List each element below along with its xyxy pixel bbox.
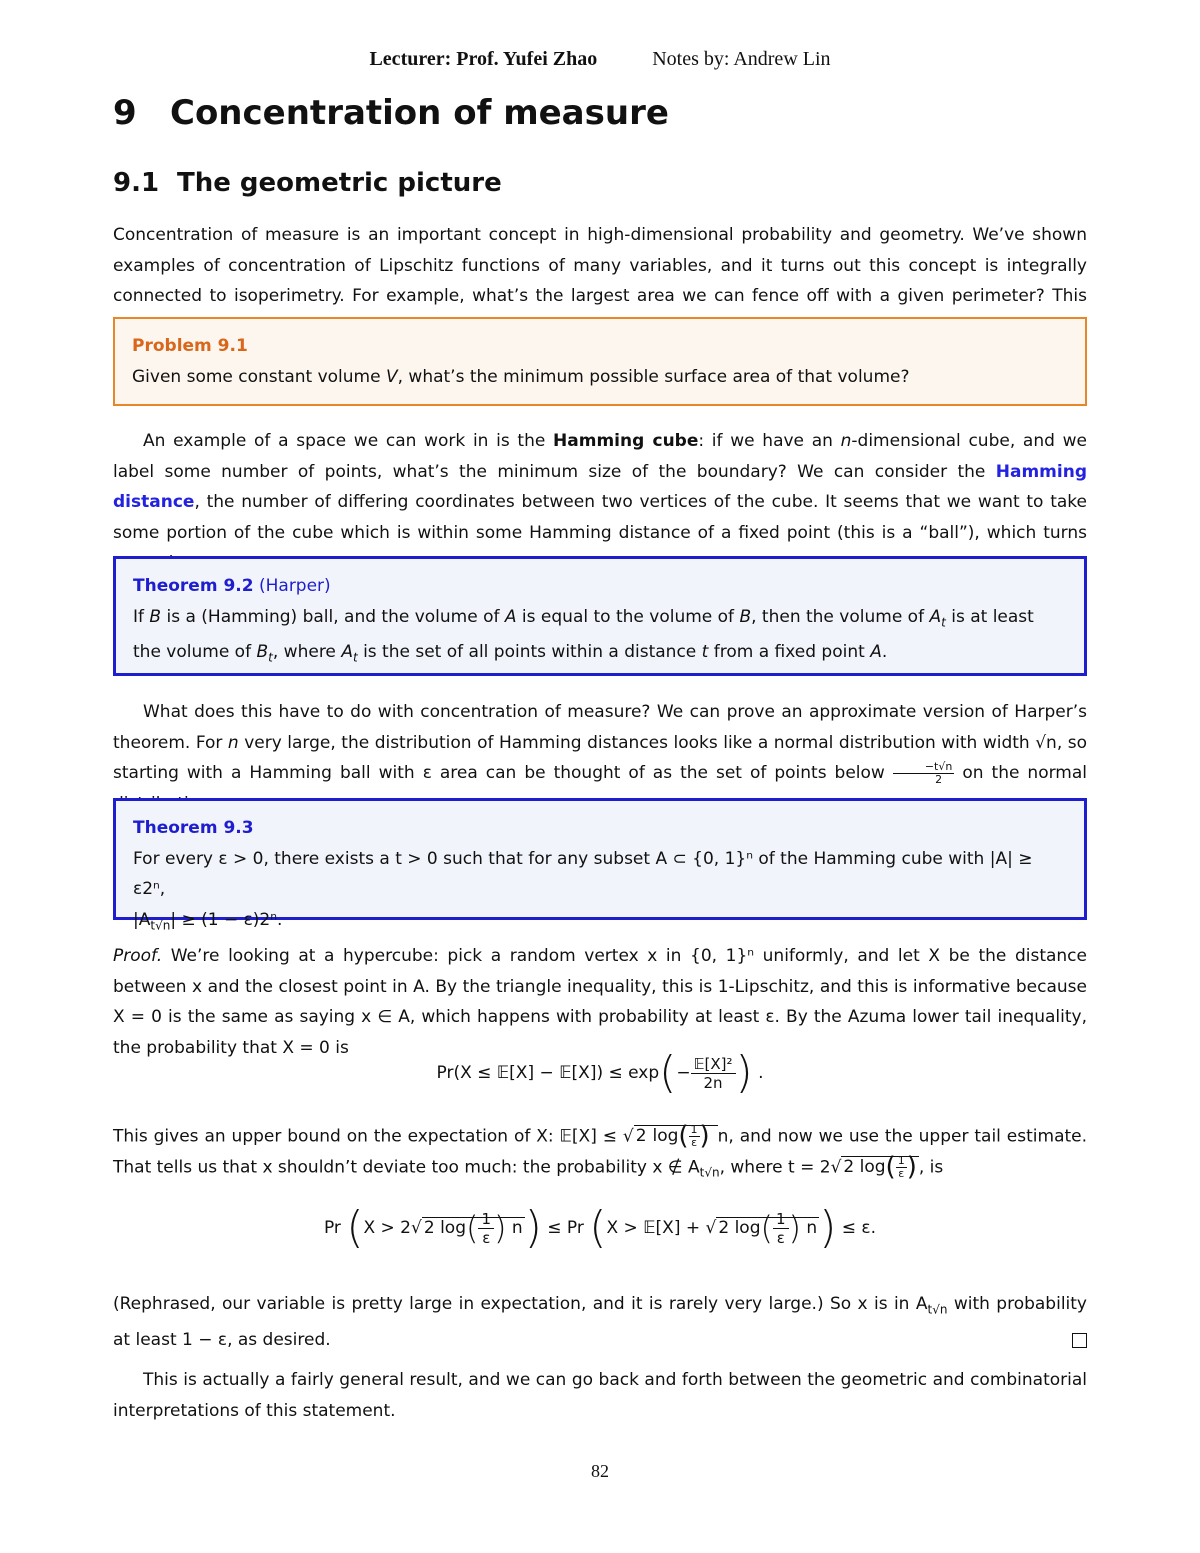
- theorem-9-2-heading: [133, 571, 1067, 602]
- chapter-heading: [113, 93, 669, 133]
- term-hamming-distance: Hamming distance: [113, 461, 1087, 512]
- term-hamming-cube: Hamming cube: [553, 431, 699, 451]
- equation-azuma-fraction: $\frac{\text{𝔼[X]²}}{2n}$: [691, 1055, 736, 1092]
- theorem-9-3-line1: For every ε > 0, there exists a t > 0 such that for any subset A ⊂ {0, 1}ⁿ of the Hamming cube with |A| ≥ ε2ⁿ,: [133, 848, 1033, 899]
- equation-upper-tail: Pr (X > 2√ 2 log( $\frac{1}{\varepsilon}$ ) n) ≤ Pr (X > 𝔼[X] + √ 2 log( $\frac{1}{\varepsilon}$ ) n) ≤ ε.: [323, 1202, 877, 1253]
- theorem-9-2-text: If B is a (Hamming) ball, and the volume of A is equal to the volume of B, then the volume of $A_t$ is at least the volume of $B_t$, where $A_t$ is the set of all points within a distance t from a fixed point A.: [133, 606, 1034, 665]
- section-number: 9.1: [113, 168, 160, 198]
- proof-paragraph-3: (Rephrased, our variable is pretty large in expectation, and it is rarely very large.) So x is in $A_{t√n}$ with probability at least 1 − ε, as desired.: [113, 1294, 1087, 1350]
- hamming-paragraph: An example of a space we can work in is the Hamming cube: if we have an n-dimensional cube, and we label some number of points, what’s the minimum size of the boundary? We can consider the Hamming distance, the number of differing coordinates between two vertices of the cube. It seems that we want to take some portion of the cube which is within some Hamming distance of a fixed point (this is a “ball”), which turns: [113, 431, 1087, 543]
- theorem-9-3-line2: $|A_{t√n}| \ge (1 - \varepsilon)2^n$.: [133, 909, 283, 932]
- theorem-9-2-note: (Harper): [258, 576, 331, 596]
- page-number: 82: [591, 1461, 609, 1481]
- proof-paragraph-1: Proof. We’re looking at a hypercube: pick a random vertex x in {0, 1}ⁿ uniformly, and let X be the distance between x and the closest point in A. By the triangle inequality, this is 1-Lipschitz, and this is informative because X = 0 is the same as saying x ∈ A, which happens with probability at least ε. By the Azuma lower tail inequality, the probability that X = 0 is: [113, 946, 1087, 1058]
- section-title: The geometric picture: [177, 168, 502, 198]
- harper-paragraph: What does this have to do with concentration of measure? We can prove an approximate version of Harper’s theorem. For n very large, the distribution of Hamming distances looks like a normal distribution with width √n, so starting with a Hamming ball with ε area can be thought of as the set of points below $\frac{-t√n}{2}$ on the normal: [113, 702, 1087, 786]
- closing-paragraph: This is actually a fairly general result, and we can go back and forth between the geometric and combinatorial interpretations of this statement.: [113, 1370, 1087, 1421]
- threshold-fraction: $\frac{-t√n}{2}$: [893, 761, 955, 786]
- qed-square-icon: [1072, 1333, 1087, 1348]
- problem-box: [113, 317, 1087, 406]
- theorem-9-3-box: [113, 798, 1087, 932]
- problem-title: Problem 9.1: [132, 336, 248, 356]
- page-header: [0, 48, 1200, 71]
- problem-text: Given some constant volume V, what’s the minimum possible surface area of that volume?: [132, 366, 910, 387]
- notes-by-text: Notes by: Andrew Lin: [652, 48, 831, 70]
- section-heading: [113, 168, 502, 198]
- chapter-title: Concentration of measure: [170, 93, 669, 133]
- intro-paragraph: Concentration of measure is an important concept in high-dimensional probability and geometry. We’ve shown examples of concentration of Lipschitz functions of many variables, and it turns out this concept is integrally connected to isoperimetry. For example, what’s the largest area we can fence off with a given perimeter? This: [113, 225, 1087, 306]
- proof-paragraph-2: This gives an upper bound on the expectation of X: 𝔼[X] ≤ √ 2 log( $\frac{1}{\varepsilon}$ ) n, and now we use the upper tail estimate. That tells us that x shouldn’t deviate too much: the probability x ∉ $A_{t√n}$, where t = 2√ 2 log( $\frac{1}{\varepsilon}$ ) , is: [113, 1121, 1088, 1182]
- theorem-9-3-title: Theorem 9.3: [133, 818, 254, 838]
- equation-azuma: Pr(X ≤ 𝔼[X] − 𝔼[X]) ≤ exp(− $\frac{\text{𝔼[X]²}}{2n}$ ) .: [436, 1047, 764, 1098]
- proof-label: Proof.: [113, 946, 163, 966]
- theorem-9-2-box: [113, 556, 1087, 676]
- chapter-number: 9: [113, 93, 137, 133]
- lecturer-text: Lecturer: Prof. Yufei Zhao: [369, 48, 598, 70]
- theorem-9-2-title: Theorem 9.2: [133, 576, 254, 596]
